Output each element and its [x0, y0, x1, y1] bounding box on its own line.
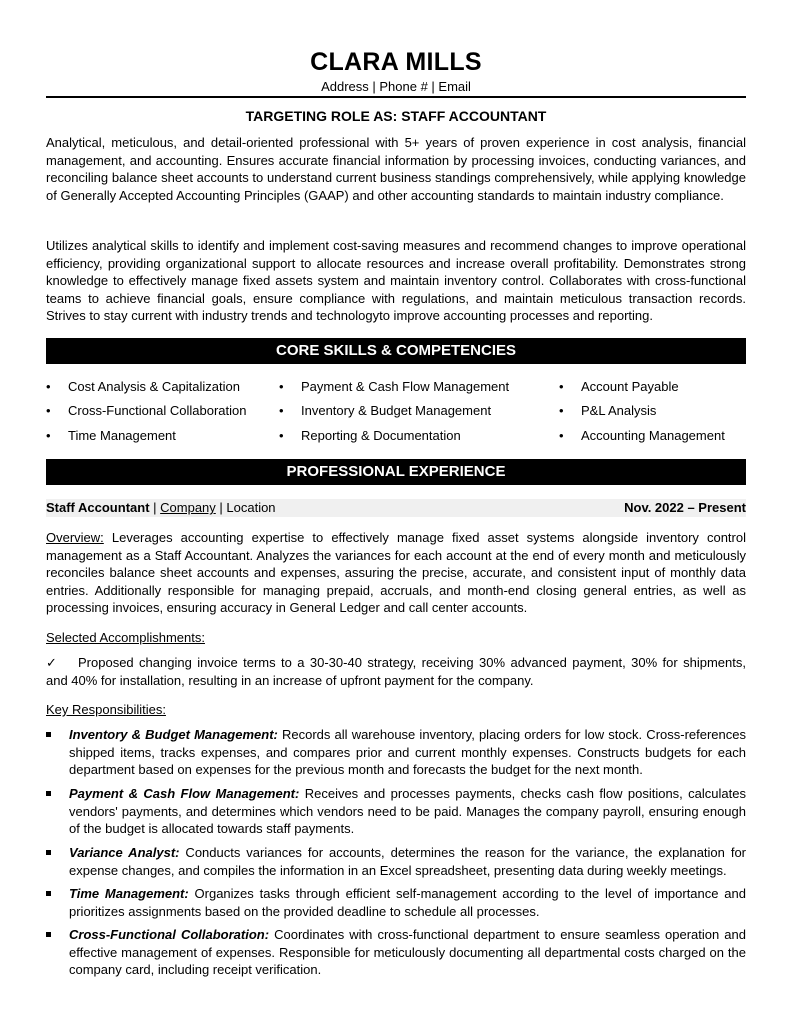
overview-text: Leverages accounting expertise to effectively manage fixed asset systems alongside inventory control management as a Staff Accountant. Analyzes the variances for each account at the end of every month and meticulously reconciles balance sheet accounts and expenses, assuring the precise, accurate, and consistent input of monthly data entries. Additionally responsible for managing prepaid, accruals, and month-end closing general entries, as well as processing invoices, ensuring accuracy in General Ledger and call center accounts.	[46, 530, 746, 616]
separator: |	[149, 500, 161, 515]
skill-label: Inventory & Budget Management	[301, 403, 492, 418]
experience-heading: PROFESSIONAL EXPERIENCE	[46, 459, 746, 485]
accomplishment-text: Proposed changing invoice terms to a 30-30-40 strategy, receiving 30% advanced payment, 30% for shipments, and 40% for installation, resulting in an increase of upfront payment for the company.	[46, 655, 746, 688]
overview-label: Overview:	[46, 530, 104, 545]
bullet-icon: •	[46, 428, 51, 443]
skill-label: Reporting & Documentation	[301, 428, 461, 443]
summary-paragraph-1: Analytical, meticulous, and detail-oriented professional with 5+ years of proven experience in cost analysis, financial management, and accounting. Ensures accurate financial information by processing invoices, conducting variances, and reconciling balance sheet accounts to understand current business standings comprehensively, while applying knowledge of Generally Accepted Accounting Principles (GAAP) and other accounting standards to maintain industry compliance.	[46, 135, 746, 203]
responsibility-item	[46, 844, 746, 879]
square-bullet-icon	[46, 791, 51, 796]
skill-label: Accounting Management	[581, 428, 725, 443]
bullet-icon: •	[279, 379, 284, 394]
responsibility-title: Time Management:	[69, 886, 189, 901]
contact-line: Address | Phone # | Email	[321, 79, 471, 94]
skill-label: Account Payable	[581, 379, 679, 394]
skill-label: P&L Analysis	[581, 403, 657, 418]
responsibility-text: Receives and processes payments, checks cash flow positions, calculates vendors' payments, and determines which vendors need to be paid. Manages the company payroll, ensuring enough of the budget is allocated towards staff payments.	[69, 786, 746, 837]
skills-heading: CORE SKILLS & COMPETENCIES	[46, 338, 746, 364]
responsibilities-label: Key Responsibilities:	[46, 702, 166, 717]
responsibility-title: Payment & Cash Flow Management:	[69, 786, 300, 801]
job-location: Location	[226, 500, 276, 515]
responsibility-text: Coordinates with cross-functional department to ensure seamless operation and effective management of expenses. Responsible for meticulously documenting all departmental costs charged on the company card, including receipt verification.	[69, 927, 746, 978]
target-role: TARGETING ROLE AS: STAFF ACCOUNTANT	[245, 108, 547, 124]
bullet-icon: •	[559, 403, 564, 418]
bullet-icon: •	[559, 428, 564, 443]
square-bullet-icon	[46, 932, 51, 937]
check-icon: ✓	[46, 655, 57, 670]
candidate-name: CLARA MILLS	[310, 48, 482, 76]
bullet-icon: •	[279, 428, 284, 443]
responsibility-text: Records all warehouse inventory, placing orders for low stock. Cross-references shipped items, tracks expenses, and compares prior and current monthly expenses. Constructs budgets for each department based on expenses for the previous month and forecasts the budget for the next month.	[69, 727, 746, 778]
responsibility-title: Variance Analyst:	[69, 845, 180, 860]
responsibility-title: Inventory & Budget Management:	[69, 727, 278, 742]
skill-label: Time Management	[68, 428, 176, 443]
responsibility-text: Conducts variances for accounts, determines the reason for the variance, the explanation for expense changes, and compiles the information in an Excel spreadsheet, presenting data during weekly meetings.	[69, 845, 747, 878]
job-overview	[46, 529, 746, 617]
job-dates: Nov. 2022 – Present	[624, 500, 746, 515]
responsibility-item	[46, 926, 746, 979]
company-name: Company	[160, 500, 216, 515]
square-bullet-icon	[46, 732, 51, 737]
square-bullet-icon	[46, 891, 51, 896]
bullet-icon: •	[279, 403, 284, 418]
separator: |	[215, 500, 227, 515]
responsibility-item	[46, 885, 746, 920]
summary-paragraph-2: Utilizes analytical skills to identify and implement cost-saving measures and recommend changes to improve operational efficiency, providing organizational support to allocate resources and increase overall profitability. Demonstrates strong knowledge to effectively manage fixed assets system and maintain inventory control. Collaborates with cross-functional teams to achieve financial goals, ensure compliance with regulations, and maintain meticulous transaction records. Strives to stay current with industry trends and technologyto improve accounting processes and reporting.	[46, 238, 746, 324]
job-title: Staff Accountant	[46, 500, 150, 515]
bullet-icon: •	[46, 403, 51, 418]
header-divider	[46, 96, 746, 98]
responsibility-item	[46, 726, 746, 779]
responsibility-text: Organizes tasks through efficient self-management according to the level of importance and prioritizes assignments based on the provided deadline to schedule all processes.	[69, 886, 746, 919]
square-bullet-icon	[46, 850, 51, 855]
bullet-icon: •	[46, 379, 51, 394]
responsibility-item	[46, 785, 746, 838]
skill-label: Cross-Functional Collaboration	[68, 403, 247, 418]
skill-label: Payment & Cash Flow Management	[301, 379, 510, 394]
job-header	[46, 499, 746, 517]
bullet-icon: •	[559, 379, 564, 394]
skill-label: Cost Analysis & Capitalization	[68, 379, 240, 394]
responsibility-title: Cross-Functional Collaboration:	[69, 927, 270, 942]
accomplishment-item	[46, 654, 746, 689]
accomplishments-label: Selected Accomplishments:	[46, 630, 205, 645]
job-meta	[46, 499, 276, 517]
